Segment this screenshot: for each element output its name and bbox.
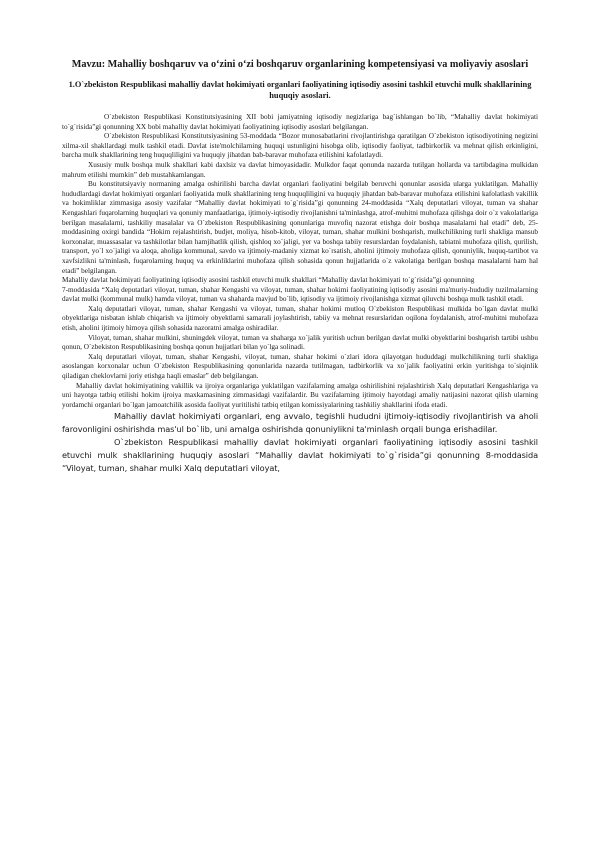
section-heading: 1.O`zbekiston Respublikasi mahalliy davlat hokimiyati organlari faoliyatining iqtisodiy asosini tashkil etuvchi mulk shakllarining huquqiy asoslari. — [68, 80, 532, 100]
document-title: Mavzu: Mahalliy boshqaruv va o‘zini o‘zi boshqaruv organlarining kompetensiyasi va moliyaviy asoslari — [71, 59, 529, 70]
document-page — [62, 58, 538, 474]
paragraph: Mahalliy davlat hokimiyatining vakillik va ijroiya organlariga yuklatilgan vazifalarning amalga oshirilishini rejalashtirish Xalq deputatlari Kengashlariga va uni hayotga tatbiq etilishi hokim ijroiya maxkamasining zimmasidagi vazifalardir. Bu vazifalarning ijtimoiy hayotdagi amaliy natijasini nazorat qilish ularning yordamchi organlari bo`lgan jamoatchilik asosida faoliyat yuritilishi tatbiq etilgan komissiyalarining tashkiliy shakllarini ifoda etadi. — [62, 381, 538, 409]
paragraph: Mahalliy davlat hokimiyati faoliyatining iqtisodiy asosini tashkil etuvchi mulk shakllari “Mahalliy davlat hokimiyati to`g`risida”gi qonunning — [62, 276, 475, 285]
paragraph: Xalq deputatlari viloyat, tuman, shahar Kengashi va viloyat, tuman, shahar hokimi mutloq O`zbekiston Respublikasi mulkida bo`lgan davlat mulki obyektlariga nisbatan ishlab chiqarish va ijtimoiy obyektlarni samarali joylashtirish, tabiiy va mehnat resurslaridan oqilona foydalanish, atrof-muhitni muhofaza etish, aholini ijtimoiy himoya qilish sohasida nazoratni amalga oshiradilar. — [62, 304, 538, 333]
paragraph: Xalq deputatlari viloyat, tuman, shahar Kengashi, viloyat, tuman, shahar hokimi o`zlari idora qilayotgan hududdagi mulkchilikning turli shakliga asoslangan korxonalar uchun O`zbekiston Respublikasining qonunlarida nazarda tutilmagan, tadbirkorlik va xo`jalik faoliyatini erkin yuritishga to`siqinlik qiladigan cheklovlarni joriy etishga haqli emaslar” deb belgilangan. — [62, 352, 538, 381]
paragraph: O`zbekiston Respublikasi Konstitutsiyasining 53-moddada “Bozor munosabatlarini rivojlantirishga qaratilgan O`zbekiston iqtisodiyotining negizini xilma-xil shakllardagi mulk tashkil etadi. Davlat iste'molchilarning huquqi ustunligini hisobga olib, iqtisodiy faoliyat, tadbirkorlik va mehnat qilish erkinligini, barcha mulk shakllarining teng huquqliligini va huquqiy jihatdan bab-baravar muhofaza etilishini kafolatlaydi. — [62, 132, 538, 160]
large-paragraph: O`zbekiston Respublikasi mahalliy davlat hokimiyati organlari faoliyatining iqtisodiy asosini tashkil etuvchi mulk shakllarining huquqiy asoslari “Mahalliy davlat hokimiyati to`g`risida”gi qonunning 8-moddasida “Viloyat, tuman, shahar mulki Xalq deputatlari viloyat, — [62, 437, 538, 473]
paragraph: Bu konstitutsiyaviy normaning amalga oshirilishi barcha davlat organlari faoliyatini belgilab beruvchi qonunlar asosida ularga yuklatilgan. Mahalliy hududlardagi davlat hokimiyati organlari faoliyatida mulk shakllarining teng huquqliligini va huquqiy jihatdan bab-baravar muhofaza etilishini kafolatlash vakillik va hokimliklar zimmasiga asosiy vazifalar “Mahalliy davlat hokimiyati to`g`risida”gi qonunning 24-moddasida “Xalq deputatlari viloyat, tuman va shahar Kengashlari fuqarolarning huquqlari va qonuniy manfaatlariga, ijtimoiy-iqtisodiy rivojlanishni ta'minlashga, atrof-muhitni muhofaza qilishga doir o`z vakolatlariga berilgan masalalarni, tashkiliy masalalar va O`zbekiston Respublikasining qonunlariga muvofiq nazorat etishga doir boshqa masalalarni hal etadi” deb, 25-moddasining oxirgi bandida “Hokim rejalashtirish, budjet, moliya, hisob-kitob, viloyat, tuman, shahar mulkini boshqarish, mulkchilikning turli shakliga mansub korxonalar, muassasalar va tashkilotlar bilan hamjihatlik qilish, qishloq xo`jaligi, yer va boshqa tabiiy resurslardan foydalanish, tabiatni muhofaza qilish, qurilish, transport, yo`l xo`jaligi va aloqa, aholiga kommunal, savdo va ijtimoiy-madaniy xizmat ko`rsatish, aholini ijtimoiy muhofaza qilish, qonuniylik, huquq-tartibot va xavfsizlikni ta'minlash, fuqarolarning huquq va erkinliklarini muhofaza qilish sohasida qonun hujjatlarida o`z vakolatiga berilgan boshqa masalalarni ham hal etadi” belgilangan. — [62, 180, 538, 275]
large-paragraph: Mahalliy davlat hokimiyati organlari, eng avvalo, tegishli hududni ijtimoiy-iqtisodiy rivojlantirish va aholi farovonligini oshirishda mas'ul bo`lib, uni amalga oshirishda qonuniylikni ta'minlash orqali bunga erishadilar. — [62, 411, 538, 435]
paragraph: Xususiy mulk boshqa mulk shakllari kabi daxlsiz va davlat himoyasidadir. Mulkdor faqat qonunda nazarda tutilgan hollarda va tartibdagina mulkidan mahrum etilishi mumkin” deb mustahkamlangan. — [62, 160, 538, 179]
paragraph: Viloyat, tuman, shahar mulkini, shuningdek viloyat, tuman va shaharga xo`jalik yuritish uchun berilgan davlat mulki obyektlarini boshqarish tartibi ushbu qonun, O`zbekiston Respublikasining boshqa qonun hujjatlari bilan yo`lga solinadi. — [62, 333, 538, 352]
paragraph: 7-moddasida “Xalq deputatlari viloyat, tuman, shahar Kengashi va viloyat, tuman, shahar hokimi faoliyatining iqtisodiy asosini ma'muriy-hududiy tuzilmalarning davlat mulki (kommunal mulk) hamda viloyat, tuman va shaharda mavjud bo`lib, iqtisodiy va ijtimoiy rivojlanishga xizmat qiluvchi boshqa mulk tashkil etadi. — [62, 285, 538, 304]
paragraph: O`zbekiston Respublikasi Konstitutsiyasining XII bobi jamiyatning iqtisodiy negizlariga bag`ishlangan bo`lib, “Mahalliy davlat hokimiyati to`g`risida”gi qonunning XX bobi mahalliy davlat hokimiyati faoliyatining iqtisodiy asoslari belgilangan. — [62, 113, 538, 131]
